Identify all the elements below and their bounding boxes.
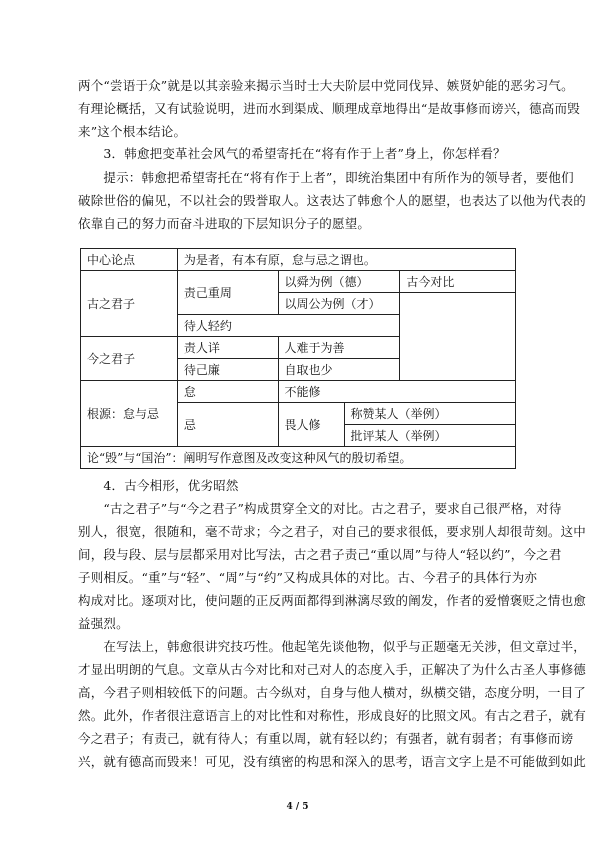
fear-cultivate-cell: 畏人修 <box>278 403 344 447</box>
text-line: 构成对比。逐项对比，使问题的正反两面都得到淋漓尽致的阐发，作者的爱憎褒贬之情也愈 <box>78 593 587 608</box>
text-line: 别人，很宽，很随和，毫不苛求；今之君子，对自己的要求很低，要求别人却很苛刻。这中 <box>78 524 587 539</box>
no-cultivate-cell: 不能修 <box>278 381 515 403</box>
ji-cell: 忌 <box>177 403 278 447</box>
conclusion-cell: 论“毁”与“国治”：阐明写作意图及改变这种风气的殷切希望。 <box>81 447 516 469</box>
structure-table <box>80 248 516 469</box>
thesis-label: 中心论点 <box>81 249 178 271</box>
ancient-gentleman-label: 古之君子 <box>81 271 178 337</box>
text-line: 兴，就有德高而毁来！可见，没有缜密的构思和深入的思考，语言文字上是不可能做到如此 <box>78 754 587 769</box>
page-number: 4 / 5 <box>286 802 309 812</box>
text-line: 今之君子；有责己，就有待人；有重以周，就有轻以约；有强者，就有弱者；有事修而谤 <box>78 731 574 746</box>
praise-cell: 称赞某人（举例） <box>344 403 515 425</box>
treat-lenient-cell: 待人轻约 <box>177 315 400 337</box>
self-strict-cell: 责己重周 <box>177 271 278 315</box>
others-hard-cell: 人难于为善 <box>278 337 400 359</box>
blank-cell <box>400 293 516 381</box>
blame-others-cell: 责人详 <box>177 337 278 359</box>
dai-cell: 怠 <box>177 381 278 403</box>
root-cause-label: 根源：怠与忌 <box>81 381 178 447</box>
text-line: 然。此外，作者很注意语言上的对比性和对称性，形成良好的比照文风。有古之君子，就有 <box>78 708 587 723</box>
question-3: 3．韩愈把变革社会风气的希望寄托在“将有作于上者”身上，你怎样看？ <box>78 146 506 161</box>
text-line: 有理论概括，又有试验说明，进而水到渠成、顺理成章地得出“是故事修而谤兴，德高而毁 <box>78 101 580 116</box>
self-enough-cell: 自取也少 <box>278 359 400 381</box>
contrast-cell: 古今对比 <box>400 271 516 293</box>
text-line: “古之君子”与“今之君子”构成贯穿全文的对比。古之君子，要求自己很严格，对待 <box>78 501 562 516</box>
text-line: 提示：韩愈把希望寄托在“将有作于上者”，即统治集团中有所作为的领导者，要他们 <box>78 170 574 185</box>
criticize-cell: 批评某人（举例） <box>344 425 515 447</box>
text-line: 破除世俗的偏见，不以社会的毁誉取人。这表达了韩愈个人的愿望，也表达了以他为代表的 <box>78 193 587 208</box>
shun-example-cell: 以舜为例（德） <box>278 271 400 293</box>
text-line: 益强烈。 <box>78 616 129 631</box>
text-line: 子则相反。“重”与“轻”、“周”与“约”又构成具体的对比。古、今君子的具体行为亦 <box>78 570 538 585</box>
thesis-text: 为是者，有本有原，怠与忌之谓也。 <box>177 249 515 271</box>
text-line: 在写法上，韩愈很讲究技巧性。他起笔先谈他物，似乎与正题毫无关涉，但文章过半， <box>78 639 587 654</box>
text-line: 才显出明朗的气息。文章从古今对比和对己对人的态度入手，正解决了为什么古圣人事修德 <box>78 662 587 677</box>
text-line: 间，段与段、层与层都采用对比写法，古之君子责己“重以周”与待人“轻以约”，今之君 <box>78 547 562 562</box>
modern-gentleman-label: 今之君子 <box>81 337 178 381</box>
section-heading: 4．古今相形，优劣昭然 <box>78 478 239 493</box>
text-line: 高，今君子则相较低下的问题。古今纵对，自身与他人横对，纵横交错，态度分明，一目了 <box>78 685 587 700</box>
text-line: 两个“尝语于众”就是以其亲验来揭示当时士大夫阶层中党同伐异、嫉贤妒能的恶劣习气。 <box>78 78 574 93</box>
text-line: 来”这个根本结论。 <box>78 124 187 139</box>
zhougong-example-cell: 以周公为例（才） <box>278 293 400 315</box>
treat-self-lax-cell: 待己廉 <box>177 359 278 381</box>
text-line: 依靠自己的努力而奋斗进取的下层知识分子的愿望。 <box>78 216 371 231</box>
